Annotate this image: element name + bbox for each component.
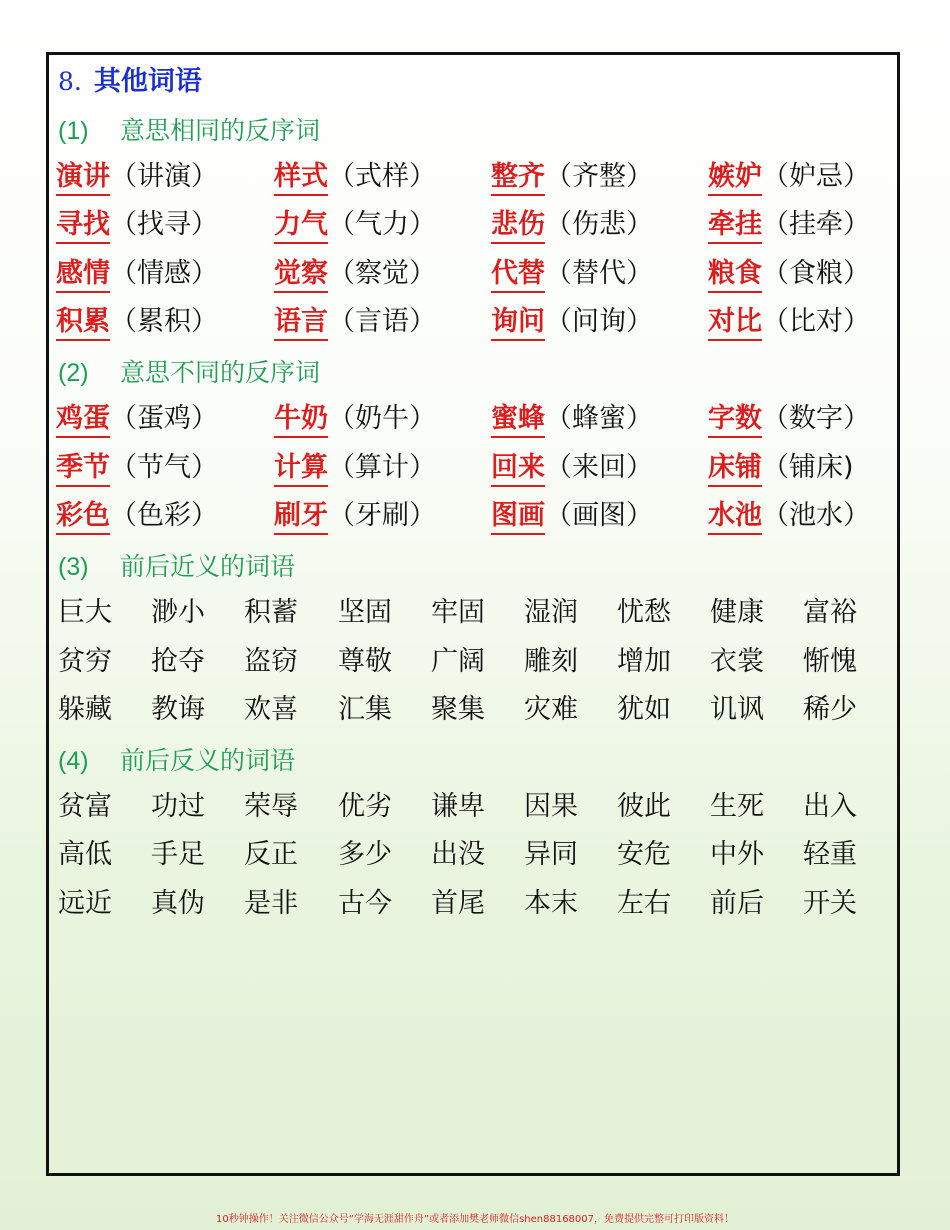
word-pair [708,203,870,247]
word-item: 尊敬 [338,646,392,677]
word-underlined: 字数 [708,402,762,438]
word-item: 左右 [617,888,671,919]
word-underlined: 演讲 [56,160,110,196]
word-underlined: 整齐 [491,160,545,196]
word-item: 彼此 [617,791,671,822]
word-underlined: 刷牙 [274,499,328,535]
title-text: 其他词语 [93,66,202,97]
word-underlined: 代替 [491,257,545,293]
word-item: 欢喜 [244,694,298,725]
word-pair [56,446,218,490]
word-item: 贫穷 [58,646,112,677]
word-reversed: （情感） [110,258,218,289]
section-heading-3 [58,549,295,585]
word-item: 渺小 [151,597,205,628]
word-item: 出入 [803,791,857,822]
word-item: 犹如 [617,694,671,725]
word-reversed: （奶牛） [328,403,436,434]
word-underlined: 感情 [56,257,110,293]
word-item: 雕刻 [524,646,578,677]
section-label: 意思相同的反序词 [120,116,321,145]
word-underlined: 牵挂 [708,208,762,244]
section-heading-4 [58,743,295,779]
word-item: 本末 [524,888,578,919]
word-underlined: 积累 [56,305,110,341]
word-pair [491,203,653,247]
word-item: 衣裳 [710,646,764,677]
word-reversed: （画图） [545,500,653,531]
word-item: 出没 [431,839,485,870]
word-pair [491,252,653,296]
word-item: 坚固 [338,597,392,628]
word-reversed: （来回） [545,452,653,483]
word-pair [274,155,436,199]
section-index: (2) [58,359,89,387]
word-reversed: （讲演） [110,161,218,192]
word-underlined: 力气 [274,208,328,244]
word-item: 教诲 [151,694,205,725]
word-item: 真伪 [151,888,205,919]
word-item: 异同 [524,839,578,870]
word-underlined: 样式 [274,160,328,196]
word-underlined: 回来 [491,451,545,487]
title-number: 8. [58,67,82,96]
word-reversed: （比对） [762,306,870,337]
word-reversed: （找寻） [110,209,218,240]
word-item: 湿润 [524,597,578,628]
word-underlined: 语言 [274,305,328,341]
word-pair [708,446,854,490]
word-reversed: （妒忌） [762,161,870,192]
word-pair [274,494,436,538]
section-label: 前后反义的词语 [120,746,296,775]
word-item: 荣辱 [244,791,298,822]
word-pair [274,252,436,296]
word-reversed: （式样） [328,161,436,192]
word-item: 轻重 [803,839,857,870]
word-item: 汇集 [338,694,392,725]
word-item: 增加 [617,646,671,677]
word-item: 讥讽 [710,694,764,725]
word-item: 反正 [244,839,298,870]
word-underlined: 觉察 [274,257,328,293]
word-pair [491,300,653,344]
word-item: 高低 [58,839,112,870]
word-pair [56,494,218,538]
word-item: 功过 [151,791,205,822]
word-item: 优劣 [338,791,392,822]
word-item: 是非 [244,888,298,919]
word-reversed: （问询） [545,306,653,337]
word-pair [708,155,870,199]
word-pair [56,155,218,199]
word-pair [56,203,218,247]
word-reversed: （牙刷） [328,500,436,531]
word-pair [56,252,218,296]
word-item: 灾难 [524,694,578,725]
section-label: 前后近义的词语 [120,552,296,581]
word-item: 远近 [58,888,112,919]
word-underlined: 对比 [708,305,762,341]
word-item: 稀少 [803,694,857,725]
word-reversed: （食粮） [762,258,870,289]
word-underlined: 粮食 [708,257,762,293]
word-reversed: （齐整） [545,161,653,192]
word-item: 忧愁 [617,597,671,628]
word-pair [56,300,218,344]
word-reversed: （累积） [110,306,218,337]
word-underlined: 牛奶 [274,402,328,438]
word-reversed: （气力） [328,209,436,240]
word-reversed: （察觉） [328,258,436,289]
word-item: 古今 [338,888,392,919]
word-underlined: 嫉妒 [708,160,762,196]
word-item: 积蓄 [244,597,298,628]
word-item: 因果 [524,791,578,822]
footer-note: 10秒钟操作！关注微信公众号“学海无涯甜作舟”或者添加樊老师微信shen88168007，免费提供完整可打印版资料！ [215,1214,735,1225]
word-reversed: （伤悲） [545,209,653,240]
word-underlined: 询问 [491,305,545,341]
word-underlined: 悲伤 [491,208,545,244]
word-item: 开关 [803,888,857,919]
word-reversed: （挂牵） [762,209,870,240]
word-underlined: 季节 [56,451,110,487]
word-pair [274,397,436,441]
word-pair [274,446,436,490]
word-reversed: （节气） [110,452,218,483]
word-underlined: 图画 [491,499,545,535]
word-item: 多少 [338,839,392,870]
word-item: 广阔 [431,646,485,677]
word-pair [491,155,653,199]
section-label: 意思不同的反序词 [120,358,321,387]
word-item: 中外 [710,839,764,870]
word-reversed: （色彩） [110,500,218,531]
word-pair [491,446,653,490]
word-item: 惭愧 [803,646,857,677]
word-item: 巨大 [58,597,112,628]
word-item: 手足 [151,839,205,870]
word-pair [274,300,436,344]
word-underlined: 床铺 [708,451,762,487]
word-item: 健康 [710,597,764,628]
word-underlined: 彩色 [56,499,110,535]
section-heading-2 [58,355,320,391]
word-underlined: 计算 [274,451,328,487]
word-item: 牢固 [431,597,485,628]
word-pair [274,203,436,247]
word-item: 谦卑 [431,791,485,822]
word-underlined: 蜜蜂 [491,402,545,438]
word-item: 首尾 [431,888,485,919]
word-item: 聚集 [431,694,485,725]
word-item: 前后 [710,888,764,919]
word-underlined: 水池 [708,499,762,535]
word-reversed: （替代） [545,258,653,289]
word-pair [708,397,870,441]
word-pair [491,397,653,441]
word-reversed: （言语） [328,306,436,337]
word-pair [708,300,870,344]
section-heading-1 [58,113,320,149]
word-item: 生死 [710,791,764,822]
word-item: 安危 [617,839,671,870]
word-pair [708,252,870,296]
word-item: 抢夺 [151,646,205,677]
word-reversed: （池水） [762,500,870,531]
section-index: (4) [58,747,89,775]
word-pair [56,397,218,441]
word-pair [708,494,870,538]
word-reversed: （铺床) [762,452,854,483]
word-underlined: 鸡蛋 [56,402,110,438]
page-title [58,62,202,102]
word-item: 躲藏 [58,694,112,725]
word-reversed: （数字） [762,403,870,434]
word-underlined: 寻找 [56,208,110,244]
section-index: (1) [58,117,89,145]
word-item: 盗窃 [244,646,298,677]
word-reversed: （蜂蜜） [545,403,653,434]
word-reversed: （蛋鸡） [110,403,218,434]
word-item: 富裕 [803,597,857,628]
section-index: (3) [58,553,89,581]
word-reversed: （算计） [328,452,436,483]
word-item: 贫富 [58,791,112,822]
word-pair [491,494,653,538]
